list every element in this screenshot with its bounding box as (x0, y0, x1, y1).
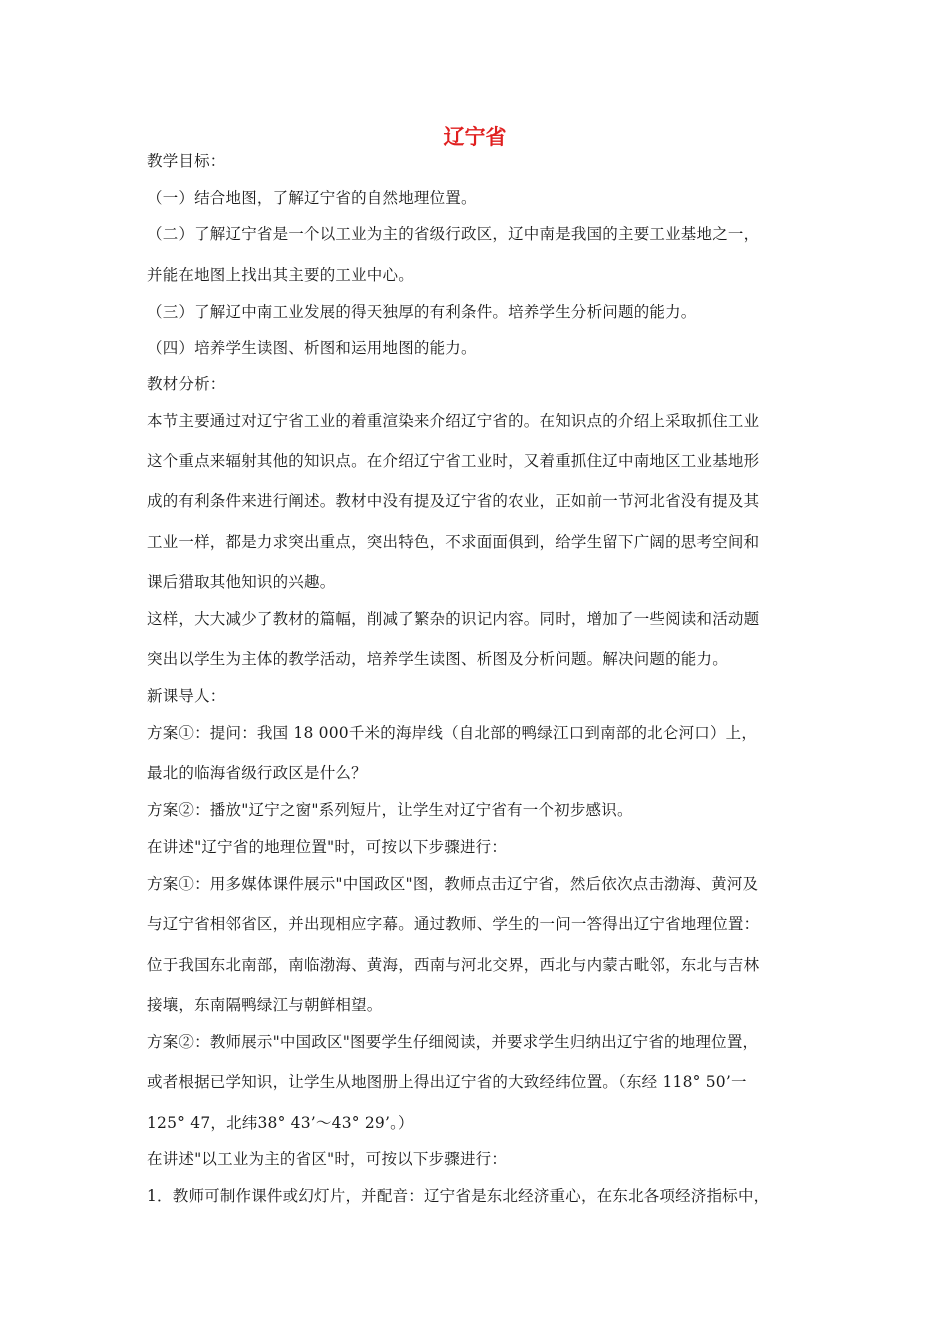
page-title: 辽宁省 (443, 125, 507, 149)
text-line: 最北的临海省级行政区是什么？ (147, 764, 367, 782)
text-line: 方案①：用多媒体课件展示"中国政区"图，教师点击辽宁省，然后依次点击渤海、黄河及 (147, 875, 759, 893)
text-line: 工业一样，都是力求突出重点，突出特色，不求面面俱到，给学生留下广阔的思考空间和 (147, 533, 760, 551)
text-line: 方案②：播放"辽宁之窗"系列短片，让学生对辽宁省有一个初步感识。 (147, 801, 633, 819)
text-line: （三）了解辽中南工业发展的得天独厚的有利条件。培养学生分析问题的能力。 (147, 303, 697, 321)
text-line: （二）了解辽宁省是一个以工业为主的省级行政区，辽中南是我国的主要工业基地之一， (147, 225, 760, 243)
text-line: 这个重点来辐射其他的知识点。在介绍辽宁省工业时，又着重抓住辽中南地区工业基地形 (147, 452, 760, 470)
text-line: 125° 47，北纬38° 43’～43° 29’。） (147, 1114, 414, 1132)
text-line: 方案①：提问：我国 18 000千米的海岸线（自北部的鸭绿江口到南部的北仑河口）上， (147, 724, 758, 742)
section-heading-objectives: 教学目标： (147, 152, 226, 170)
text-line: 1．教师可制作课件或幻灯片，并配音：辽宁省是东北经济重心，在东北各项经济指标中， (147, 1187, 770, 1205)
text-line: 与辽宁省相邻省区，并出现相应字幕。通过教师、学生的一问一答得出辽宁省地理位置： (147, 915, 760, 933)
section-heading-analysis: 教材分析： (147, 375, 226, 393)
text-line: 课后猎取其他知识的兴趣。 (147, 573, 336, 591)
text-line: 本节主要通过对辽宁省工业的着重渲染来介绍辽宁省的。在知识点的介绍上采取抓住工业 (147, 412, 760, 430)
text-line: 方案②：教师展示"中国政区"图要学生仔细阅读，并要求学生归纳出辽宁省的地理位置， (147, 1033, 759, 1051)
text-line: 突出以学生为主体的教学活动，培养学生读图、析图及分析问题。解决问题的能力。 (147, 650, 728, 668)
text-line: 成的有利条件来进行阐述。教材中没有提及辽宁省的农业，正如前一节河北省没有提及其 (147, 492, 760, 510)
text-line: 在讲述"以工业为主的省区"时，可按以下步骤进行： (147, 1150, 508, 1168)
text-line: （四）培养学生读图、析图和运用地图的能力。 (147, 339, 477, 357)
text-line: 这样，大大减少了教材的篇幅，削减了繁杂的识记内容。同时，增加了一些阅读和活动题 (147, 610, 760, 628)
text-line: 在讲述"辽宁省的地理位置"时，可按以下步骤进行： (147, 838, 508, 856)
section-heading-intro: 新课导人： (147, 687, 226, 705)
text-line: 或者根据已学知识，让学生从地图册上得出辽宁省的大致经纬位置。（东经 118° 50’一 (147, 1073, 747, 1091)
text-line: 位于我国东北南部，南临渤海、黄海，西南与河北交界，西北与内蒙古毗邻，东北与吉林 (147, 956, 760, 974)
text-line: （一）结合地图，了解辽宁省的自然地理位置。 (147, 189, 477, 207)
text-line: 接壤，东南隔鸭绿江与朝鲜相望。 (147, 996, 383, 1014)
text-line: 并能在地图上找出其主要的工业中心。 (147, 266, 414, 284)
